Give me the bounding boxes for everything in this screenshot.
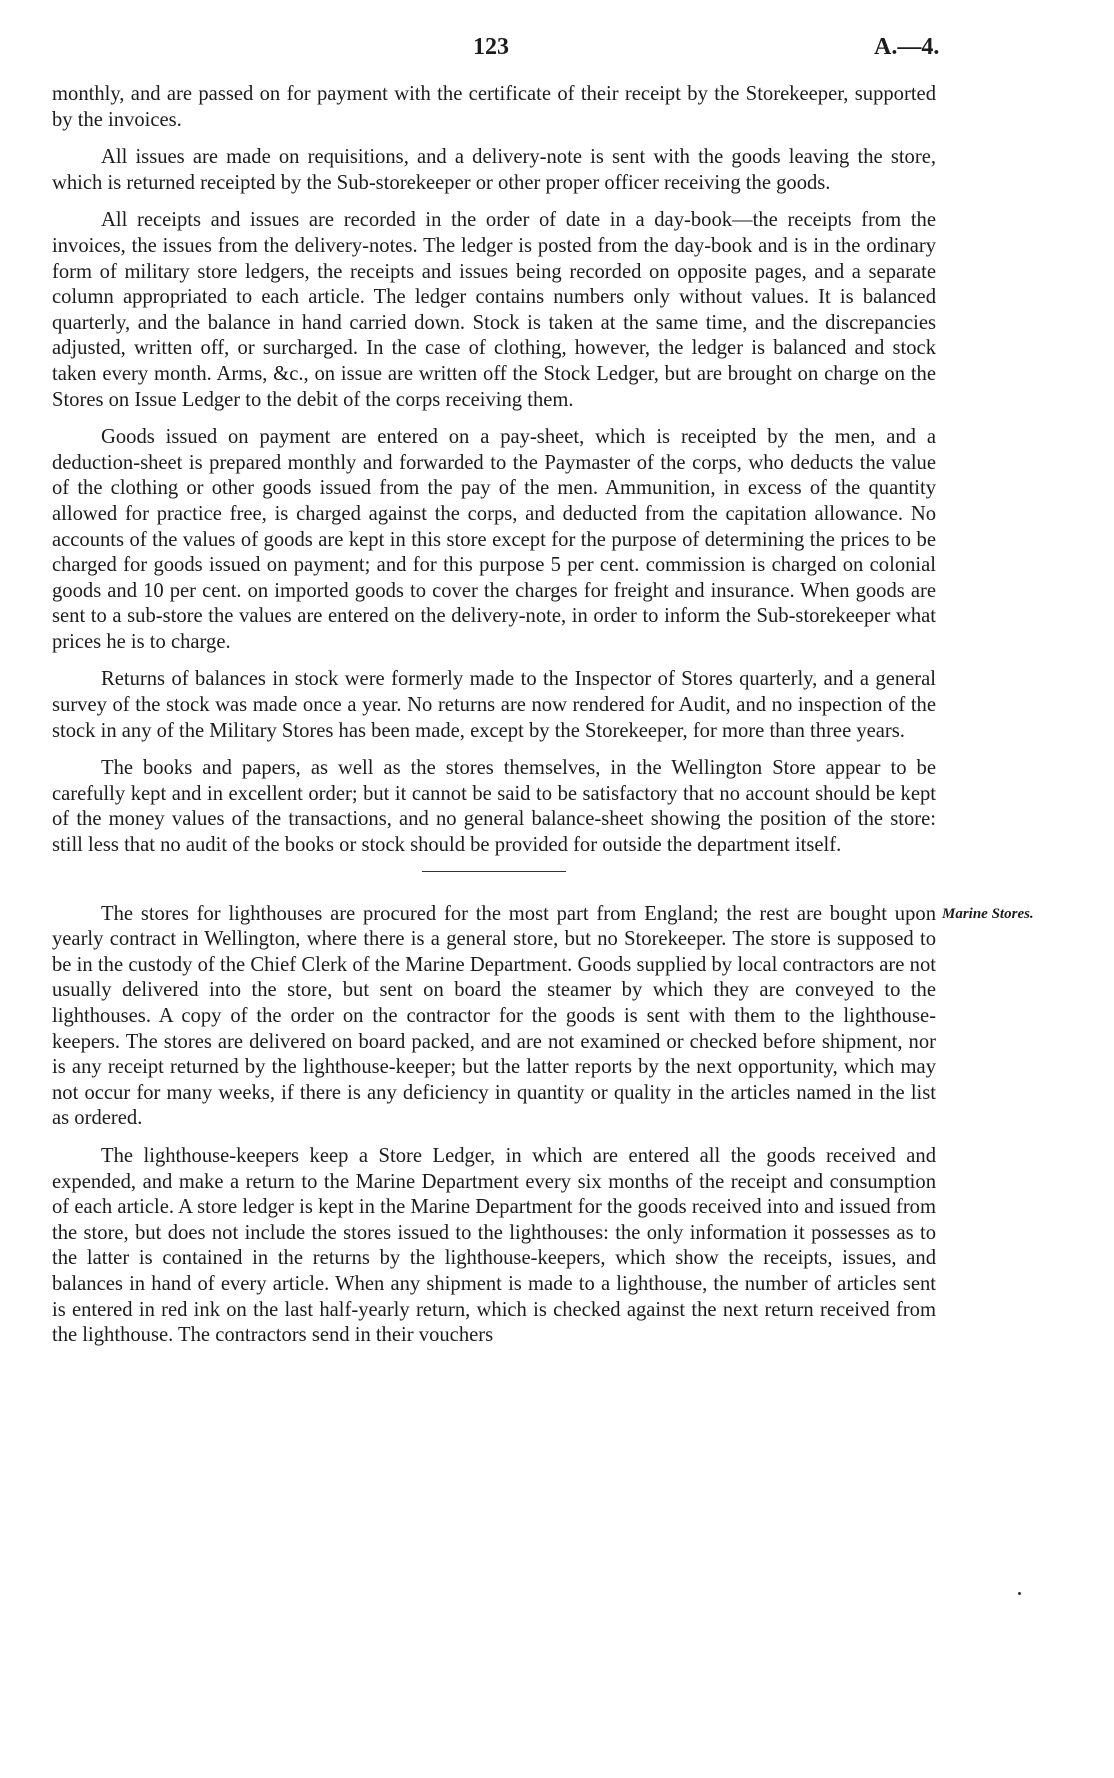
main-text: [52, 82, 1034, 1361]
paragraph-issues: All issues are made on requisitions, and a delivery-note is sent with the goods leaving the store, which is returned receipted by the Sub-storekeeper or other proper officer receiving the goods.: [52, 146, 936, 194]
paragraph-payment: Goods issued on payment are entered on a pay-sheet, which is receipted by the men, and a deduction-sheet is prepared monthly and forwarded to the Paymaster of the corps, who deducts the value of the clothing or other goods issued from the pay of the men. Ammunition, in excess of the quantity allowed for practice free, is charged against the corps, and deducted from the capitation allowance. No accounts of the values of goods are kept in this store except for the purpose of determining the prices to be charged for goods issued on payment; and for this purpose 5 per cent. commission is charged on colonial goods and 10 per cent. on imported goods to cover the charges for freight and insurance. When goods are sent to a sub-store the values are entered on the delivery-note, in order to inform the Sub-storekeeper what prices he is to charge.: [52, 426, 936, 653]
margin-note-marine-stores: Marine Stores.: [942, 905, 1034, 922]
report-code: A.—4.: [874, 34, 940, 60]
paragraph-lighthouse-stores: The stores for lighthouses are procured for the most part from England; the rest are bought upon yearly contract in Wellington, where there is a general store, but no Storekeeper. The store is supposed to be in the custody of the Chief Clerk of the Marine Department. Goods supplied by local contractors are not usually delivered into the store, but sent on board the steamer by which they are conveyed to the lighthouses. A copy of the order on the contractor for the goods is sent with them to the lighthouse-keepers. The stores are delivered on board packed, and are not examined or checked before shipment, nor is any receipt returned by the lighthouse-keeper; but the latter reports by the next opportunity, which may not occur for many weeks, if there is any deficiency in quantity or quality in the articles named in the list as ordered.: [52, 902, 936, 1130]
paragraph-continuation: monthly, and are passed on for payment with the certificate of their receipt by the Storekeeper, supported by the invoices.: [52, 83, 936, 131]
section-divider: [422, 871, 566, 872]
paragraph-lighthouse-keepers: The lighthouse-keepers keep a Store Ledger, in which are entered all the goods received and expended, and make a return to the Marine Department every six months of the receipt and consumption of each article. A store ledger is kept in the Marine Department for the goods received into and issued from the store, but does not include the stores issued to the lighthouses: the only information it possesses as to the latter is contained in the returns by the lighthouse-keepers, which show the receipts, issues, and balances in hand of every article. When any shipment is made to a lighthouse, the number of articles sent is entered in red ink on the last half-yearly return, which is checked against the next return received from the lighthouse. The contractors send in their vouchers: [52, 1144, 936, 1347]
margin-dot: [1018, 1592, 1021, 1595]
marine-stores-section: [52, 902, 1034, 1349]
paragraph-returns: Returns of balances in stock were formerly made to the Inspector of Stores quarterly, and a general survey of the stock was made once a year. No returns are now rendered for Audit, and no inspection of the stock in any of the Military Stores has been made, except by the Storekeeper, for more than three years.: [52, 668, 936, 742]
paragraph-receipts: All receipts and issues are recorded in the order of date in a day-book—the receipts from the invoices, the issues from the delivery-notes. The ledger is posted from the day-book and is in the ordinary form of military store ledgers, the receipts and issues being recorded on opposite pages, and a separate column appropriated to each article. The ledger contains numbers only without values. It is balanced quarterly, and the balance in hand carried down. Stock is taken at the same time, and the discrepancies adjusted, written off, or surcharged. In the case of clothing, however, the ledger is balanced and stock taken every month. Arms, &c., on issue are written off the Stock Ledger, but are brought on charge on the Stores on Issue Ledger to the debit of the corps receiving them.: [52, 209, 936, 411]
paragraph-books: The books and papers, as well as the stores themselves, in the Wellington Store appear to be carefully kept and in excellent order; but it cannot be said to be satisfactory that no account should be kept of the money values of the transactions, and no general balance-sheet showing the position of the store: still less that no audit of the books or stock should be provided for outside the department itself.: [52, 757, 936, 857]
page-number: 123: [473, 34, 509, 60]
page-header: [0, 34, 1114, 68]
